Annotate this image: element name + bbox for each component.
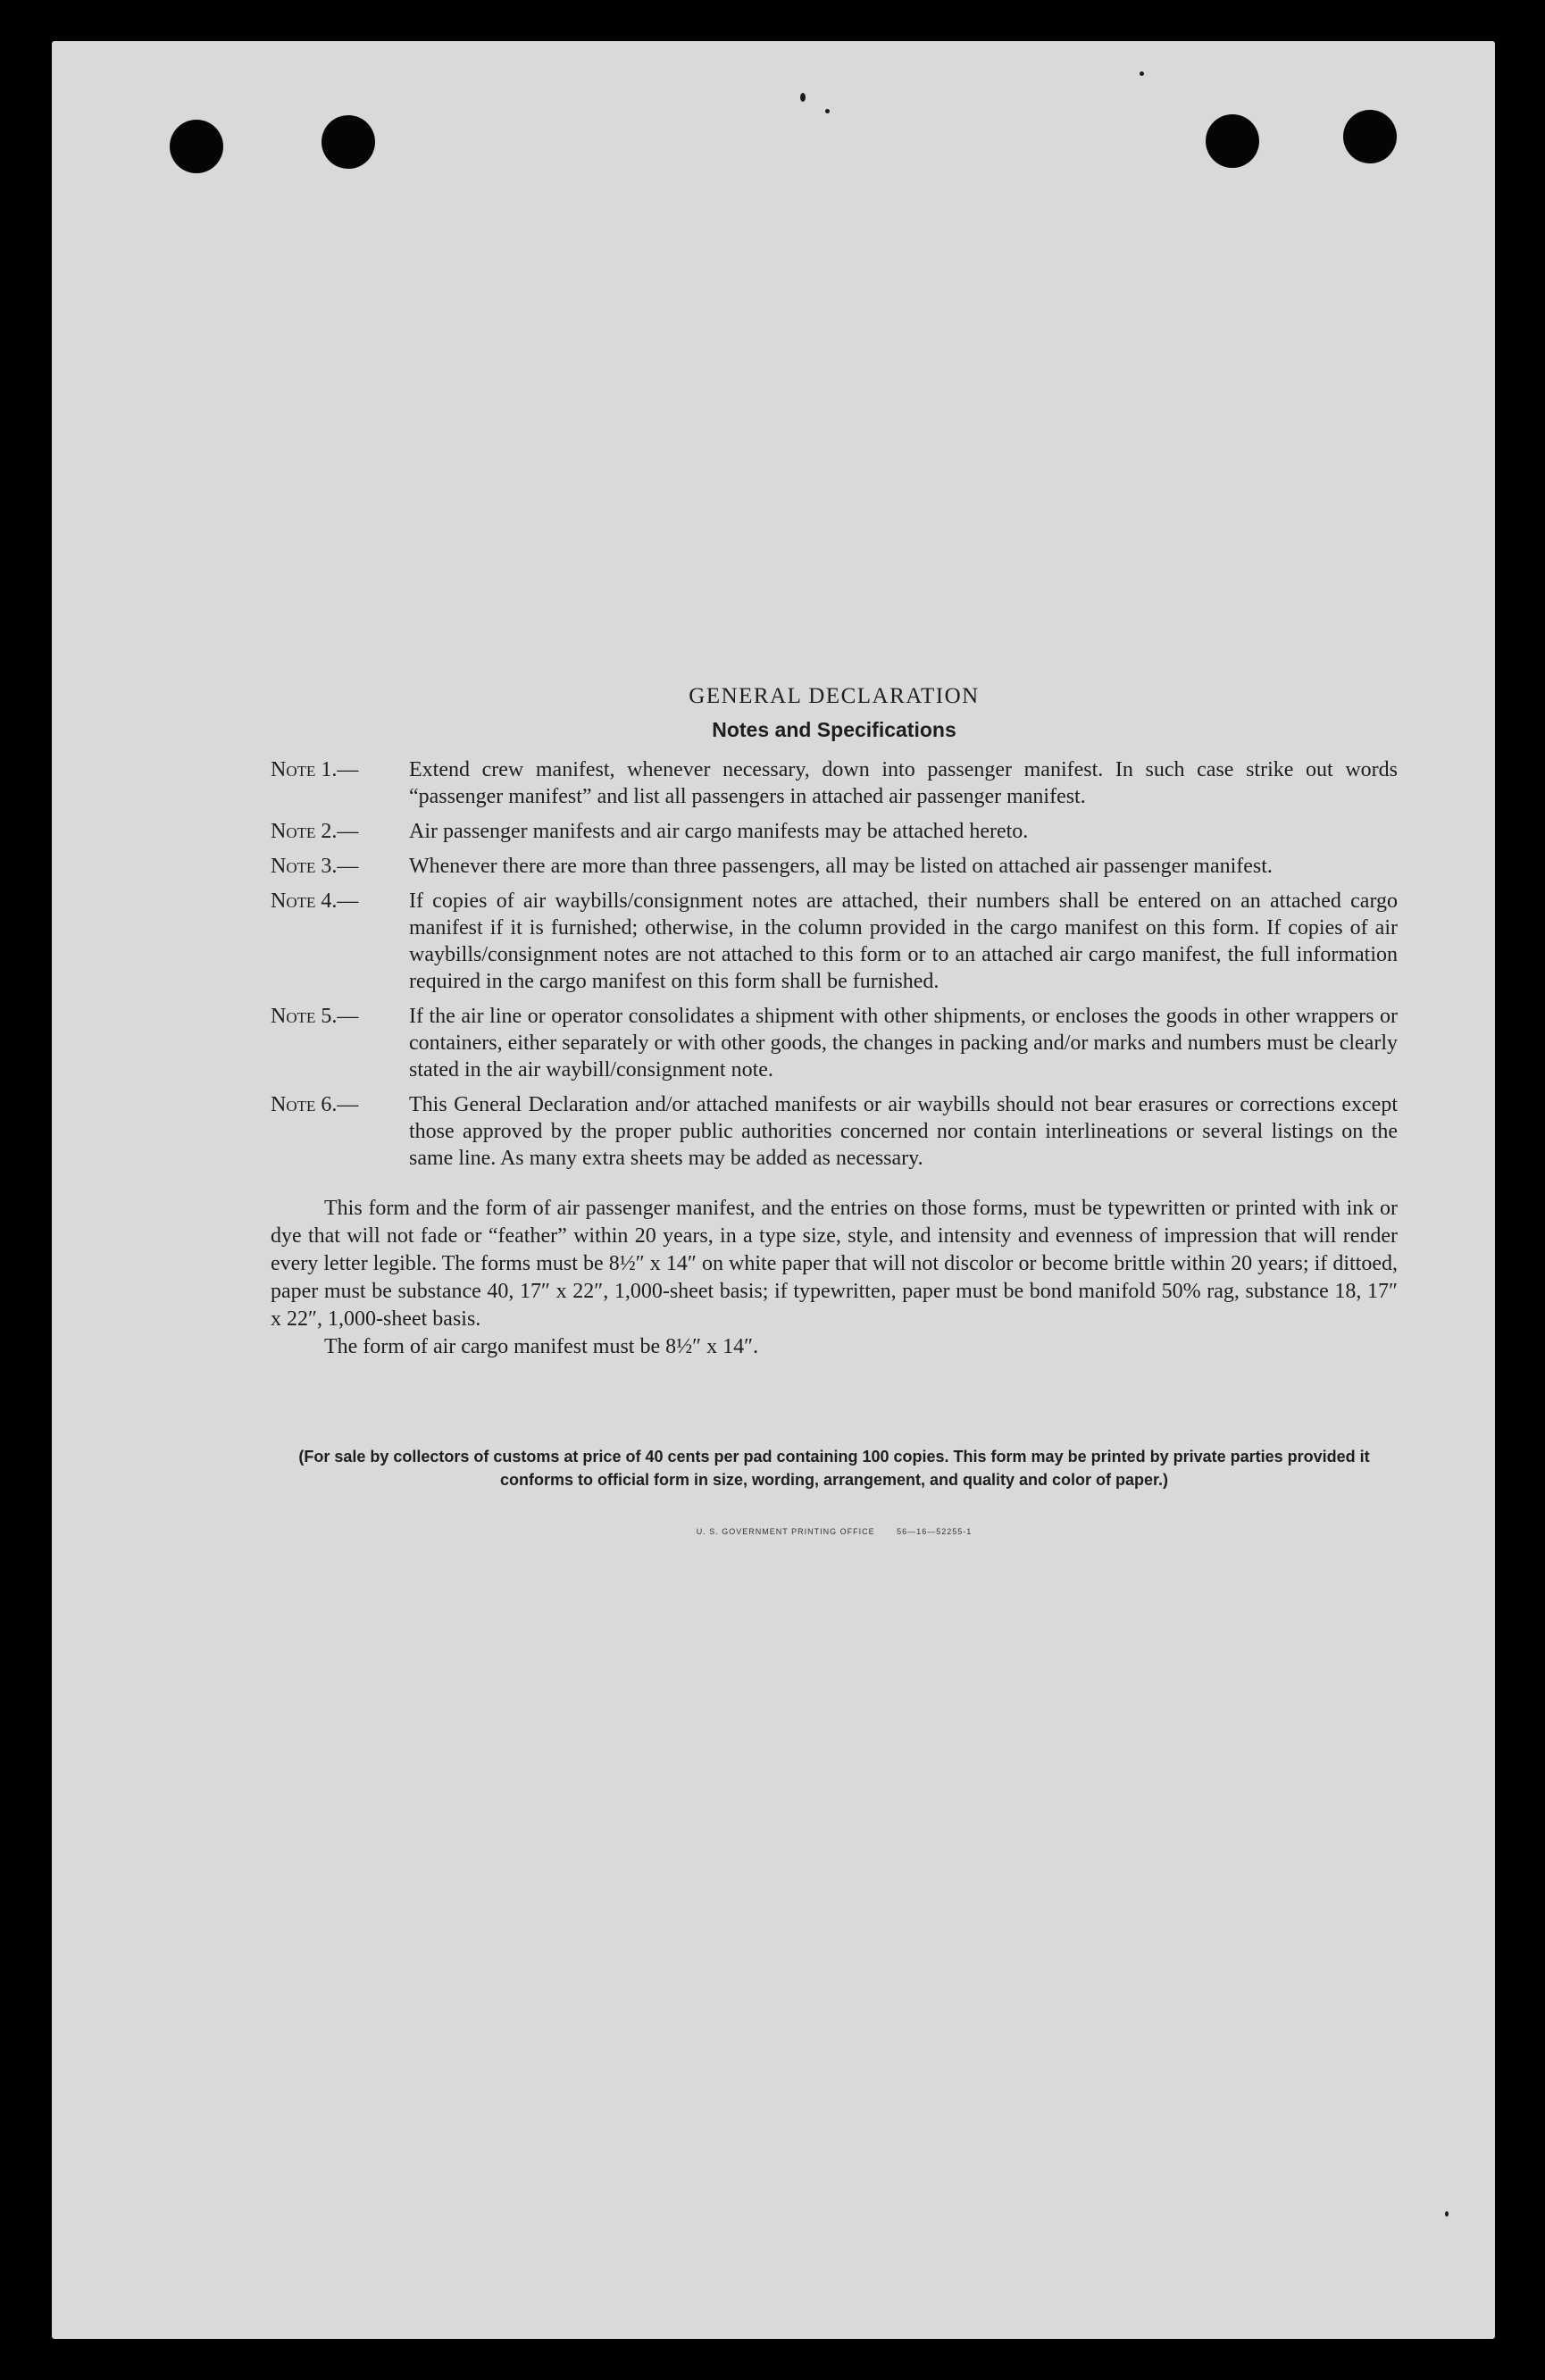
- notes-list: [271, 756, 1398, 1172]
- note-text: If the air line or operator consolidates a shipment with other shipments, or encloses the goods in other wrappers or containers, either separately or with other goods, the changes in packing and/or marks and numbers must be clearly stated in the air waybill/consignment note.: [409, 1005, 1398, 1081]
- note-item: [271, 1091, 1398, 1172]
- note-text: Whenever there are more than three passengers, all may be listed on attached air passenger manifest.: [409, 855, 1273, 878]
- printer-code: 56—16—52255-1: [897, 1527, 973, 1536]
- ink-speck: [800, 93, 806, 102]
- note-item: [271, 853, 1398, 880]
- sale-note: (For sale by collectors of customs at price of 40 cents per pad containing 100 copies. This form may be printed by private parties provided it conforms to official form in size, wording, arrangement, and quality and color of paper.): [298, 1448, 1370, 1489]
- note-label: Note 1.—: [271, 758, 359, 781]
- note-label: Note 6.—: [271, 1093, 359, 1116]
- document-page: [52, 41, 1495, 2339]
- printer-name: U. S. GOVERNMENT PRINTING OFFICE: [696, 1527, 875, 1536]
- document-subtitle: Notes and Specifications: [712, 718, 956, 741]
- note-item: [271, 1003, 1398, 1083]
- punch-hole: [1206, 114, 1259, 168]
- printer-imprint: [271, 1527, 1398, 1536]
- ink-speck: [825, 109, 830, 113]
- note-text: Extend crew manifest, whenever necessary, down into passenger manifest. In such case strike out words “passenger manifest” and list all passengers in attached air passenger manifest.: [409, 758, 1398, 808]
- specifications-paragraph: This form and the form of air passenger manifest, and the entries on those forms, must be typewritten or printed with ink or dye that will not fade or “feather” within 20 years, in a type size, style, and intensity and evenness of impression that will render every letter legible. The forms must be 8½″ x 14″ on white paper that will not discolor or become brittle within 20 years; if dittoed, paper must be substance 40, 17″ x 22″, 1,000-sheet basis; if typewritten, paper must be bond manifold 50% rag, substance 18, 17″ x 22″, 1,000-sheet basis.: [271, 1197, 1398, 1331]
- note-label: Note 5.—: [271, 1005, 359, 1028]
- note-text: If copies of air waybills/consignment notes are attached, their numbers shall be entered on an attached cargo manifest if it is furnished; otherwise, in the column provided in the cargo manifest on this form. If copies of air waybills/consignment notes are not attached to this form or to an attached air cargo manifest, the full information required in the cargo manifest on this form shall be furnished.: [409, 889, 1398, 993]
- document-title: GENERAL DECLARATION: [689, 684, 980, 708]
- note-item: [271, 818, 1398, 845]
- note-text: This General Declaration and/or attached manifests or air waybills should not bear erasures or corrections except those approved by the proper public authorities concerned nor contain interlineations or several listings on the same line. As many extra sheets may be added as necessary.: [409, 1093, 1398, 1170]
- note-item: [271, 888, 1398, 995]
- ink-speck: [1445, 2211, 1449, 2217]
- note-item: [271, 756, 1398, 810]
- punch-hole: [170, 120, 223, 173]
- note-text: Air passenger manifests and air cargo manifests may be attached hereto.: [409, 820, 1029, 843]
- note-label: Note 2.—: [271, 820, 359, 843]
- punch-hole: [322, 115, 375, 169]
- note-label: Note 4.—: [271, 889, 359, 913]
- note-label: Note 3.—: [271, 855, 359, 878]
- ink-speck: [1140, 71, 1144, 76]
- cargo-manifest-size-paragraph: The form of air cargo manifest must be 8½″ x 14″.: [324, 1335, 759, 1358]
- punch-hole: [1343, 110, 1397, 163]
- document-body: [271, 684, 1398, 1536]
